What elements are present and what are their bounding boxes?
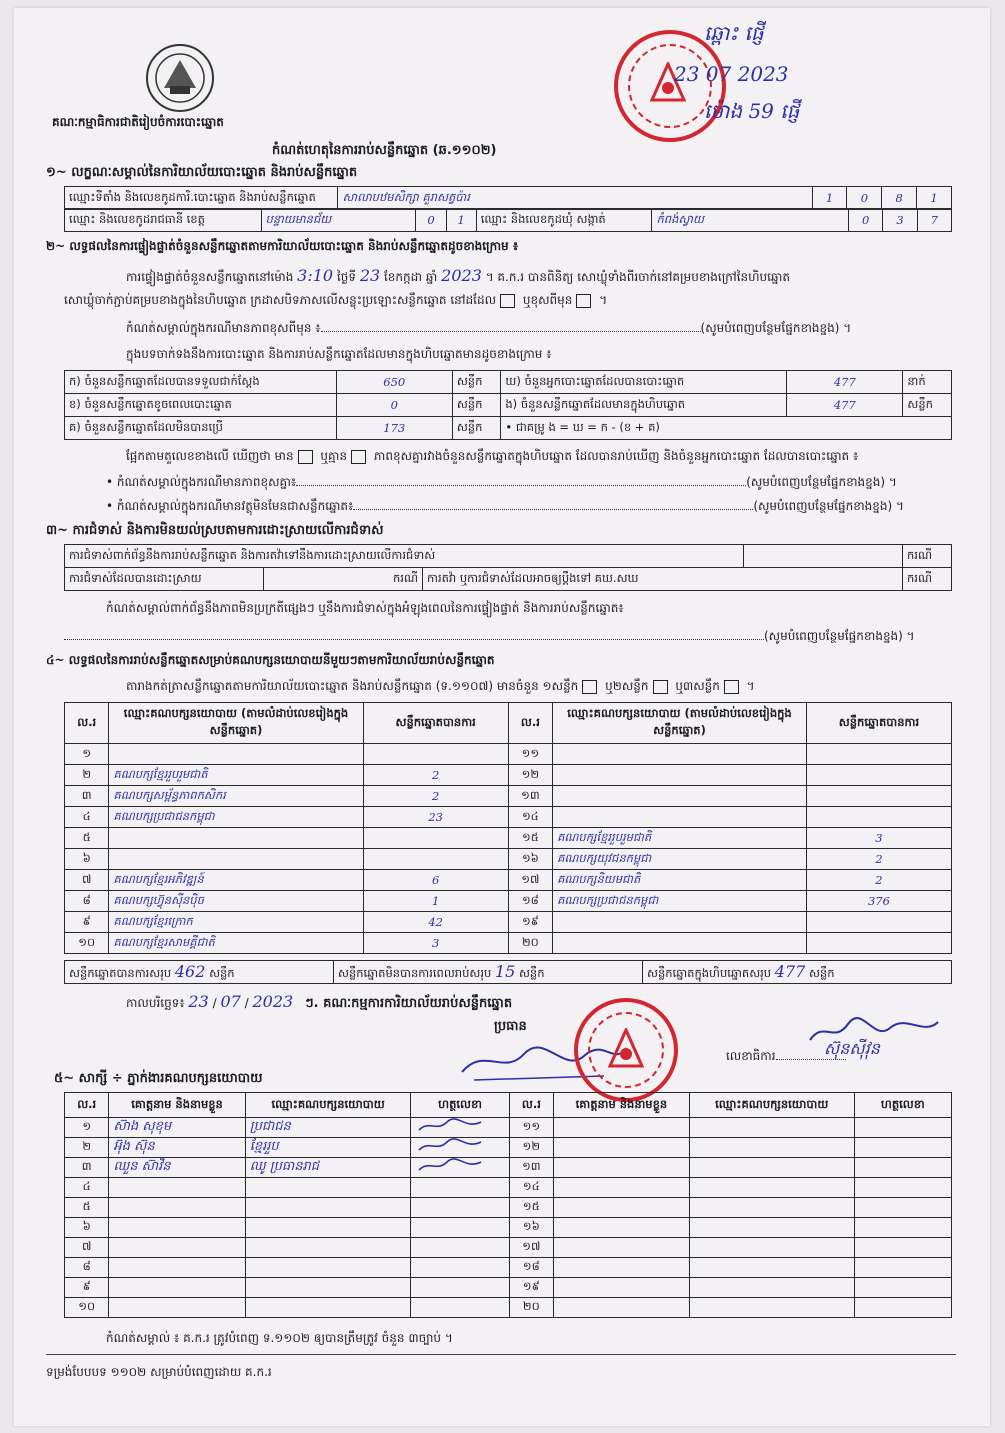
witness-name[interactable] xyxy=(554,1158,690,1178)
witness-party[interactable] xyxy=(689,1278,854,1298)
witness-party[interactable] xyxy=(689,1178,854,1198)
witness-name[interactable] xyxy=(554,1278,690,1298)
tally-sheet-line: តារាងកត់ត្រាសន្លឹកឆ្នោតតាមការិយាល័យបោះឆ្នោត និងរាប់សន្លឹកឆ្នោត (ទ.១១០៧) មានចំនួន ១សន្លឹក ឬ២សន្លឹក ឬ៣សន្លឹក ។ xyxy=(126,679,755,693)
party-votes[interactable] xyxy=(806,933,951,954)
witness-name[interactable] xyxy=(109,1198,245,1218)
witness-signature[interactable] xyxy=(854,1198,951,1218)
has-discrepancy-checkbox[interactable] xyxy=(298,450,313,464)
witness-signature[interactable] xyxy=(854,1258,951,1278)
resolved-complaints-count[interactable]: ករណី xyxy=(264,568,423,591)
witness-signature[interactable] xyxy=(411,1258,509,1278)
handwritten-time-top: ម៉ោង 59 ផ្ញើ xyxy=(704,99,800,123)
party-name[interactable] xyxy=(109,849,363,870)
col-party-header: ឈ្មោះគណបក្សនយោបាយ (តាមលំដាប់លេខរៀងក្នុងសន្លឹកឆ្នោត) xyxy=(553,703,807,744)
witness-signature[interactable] xyxy=(854,1238,951,1258)
col-party-header: ឈ្មោះគណបក្សនយោបាយ xyxy=(689,1093,854,1118)
date-day[interactable]: 23 xyxy=(188,992,209,1011)
commune-label: ឈ្មោះ និងលេខកូដឃុំ សង្កាត់ xyxy=(476,209,652,232)
date-year[interactable]: 2023 xyxy=(252,992,294,1011)
ballots-in-box-label: ង) ចំនួនសន្លឹកឆ្នោតដែលមានក្នុងហិបឆ្នោត xyxy=(501,394,787,417)
witness-party[interactable] xyxy=(689,1198,854,1218)
totals-table xyxy=(64,960,952,984)
row-number: ៨ xyxy=(65,891,109,912)
date-line: កាលបរិច្ឆេទ៖ 23 / 07 / 2023 ៗ. គណៈកម្មការការិយាល័យរាប់សន្លឹកឆ្នោត xyxy=(126,992,513,1011)
verification-time[interactable]: 3:10 xyxy=(297,266,334,285)
verification-day[interactable]: 23 xyxy=(359,266,381,285)
ballot-count-table: ក) ចំនួនសន្លឹកឆ្នោតដែលបានទទួលជាក់ស្ដែង 650 សន្លឹក ឃ) ចំនួនអ្នកបោះឆ្នោតដែលបានបោះឆ្នោត 477 នាក់ ខ) ចំនួនសន្លឹកឆ្នោតខូចពេលបោះឆ្នោត 0 សន្លឹក ង) ចំនួនសន្លឹកឆ្នោតដែលមានក្នុងហិបឆ្នោត 477 សន្លឹក គ) ចំនួនសន្លឹកឆ្នោតដែលមិនបានប្រើ 173 សន្លឹក • ជាគម្រូ ង = ឃ = ក - (ខ + គ) xyxy=(64,370,952,440)
signature-icon xyxy=(415,1158,485,1174)
commune-code-digit[interactable]: 7 xyxy=(917,209,951,232)
table-row xyxy=(65,1198,952,1218)
secretary-line: លេខាធិការ xyxy=(726,1048,846,1066)
row-number: ៥ xyxy=(65,828,109,849)
row-number: ៥ xyxy=(65,1198,109,1218)
handwritten-note-top: ឆ្ពោះ ផ្ញើ xyxy=(704,21,764,45)
party-votes[interactable] xyxy=(363,849,508,870)
row-number: ១ xyxy=(65,744,109,765)
table-row xyxy=(65,1178,952,1198)
col-sign-header: ហត្ថលេខា xyxy=(854,1093,951,1118)
row-number: ៤ xyxy=(65,1178,109,1198)
witness-party[interactable] xyxy=(245,1198,411,1218)
difference-note-line: កំណត់សម្គាល់ក្នុងករណីមានភាពខុសពីមុន ៖ (សូមបំពេញបន្ថែមផ្នែកខាងខ្នង) ។ xyxy=(126,321,852,335)
party-name[interactable] xyxy=(553,933,807,954)
resolved-complaints-label: ការជំទាស់ដែលបានដោះស្រាយ xyxy=(65,568,264,591)
section3-title: ៣~ ការជំទាស់ និងការមិនយល់ស្របតាមការដោះស្រាយលើការជំទាស់ xyxy=(46,523,384,538)
party-name[interactable] xyxy=(553,912,807,933)
party-name[interactable]: គណបក្សយុវជនកម្ពុជា xyxy=(553,849,807,870)
unused-ballots-label: គ) ចំនួនសន្លឹកឆ្នោតដែលមិនបានប្រើ xyxy=(65,417,337,440)
table-row xyxy=(65,1258,952,1278)
voters-voted-label: ឃ) ចំនួនអ្នកបោះឆ្នោតដែលបានបោះឆ្នោត xyxy=(501,371,787,394)
total-in-box-value[interactable]: 477 xyxy=(774,961,806,981)
witness-name[interactable] xyxy=(554,1138,690,1158)
col-name-header: គោត្តនាម និងនាមខ្លួន xyxy=(109,1093,245,1118)
row-number: ១៩ xyxy=(508,912,552,933)
col-no-header: ល.រ xyxy=(65,1093,109,1118)
table-row xyxy=(65,744,952,765)
party-name[interactable] xyxy=(553,807,807,828)
table-row xyxy=(65,1158,952,1178)
party-votes[interactable]: 6 xyxy=(363,870,508,891)
signature-icon xyxy=(415,1118,485,1134)
witness-signature[interactable] xyxy=(854,1278,951,1298)
witness-party[interactable]: ឈូ ប្រធានរាជ xyxy=(245,1158,411,1178)
row-number: ១៣ xyxy=(509,1158,553,1178)
table-row xyxy=(65,1118,952,1138)
official-seal-bottom xyxy=(574,998,678,1102)
irregularities-dots: (សូមបំពេញបន្ថែមផ្នែកខាងខ្នង) ។ xyxy=(64,628,915,646)
party-name[interactable]: គណបក្សខ្មែរអភិវឌ្ឍន៍ xyxy=(109,870,363,891)
verification-line: ការផ្ទៀងផ្ទាត់ចំនួនសន្លឹកឆ្នោតនៅម៉ោង 3:10 ថ្ងៃទី 23 ខែកក្កដា ឆ្នាំ 2023 ។ គ.ក.រ បានពិនិត្យ សោឃ្លុំទាំងពីរចាក់នៅគម្របខាងក្រៅនៃហិបឆ្នោត xyxy=(126,266,791,285)
table-row xyxy=(65,912,952,933)
row-number: ១៣ xyxy=(508,786,552,807)
complaints-label: ការជំទាស់ពាក់ព័ន្ធនឹងការរាប់សន្លឹកឆ្នោត និងការតវ៉ាទៅនឹងការដោះស្រាយលើការជំទាស់ xyxy=(65,545,744,568)
party-name[interactable] xyxy=(553,765,807,786)
date-month[interactable]: 07 xyxy=(220,992,241,1011)
witness-note: កំណត់សម្គាល់ ៖ គ.ក.រ ត្រូវបំពេញ ទ.១១០២ ឲ្យបានត្រឹមត្រូវ ចំនួន ៣ច្បាប់ ។ xyxy=(106,1331,453,1345)
row-number: ៣ xyxy=(65,786,109,807)
party-votes[interactable] xyxy=(806,807,951,828)
row-number: ១១ xyxy=(509,1118,553,1138)
col-party-header: ឈ្មោះគណបក្សនយោបាយ xyxy=(245,1093,411,1118)
table-row xyxy=(65,828,952,849)
row-number: ១៤ xyxy=(509,1178,553,1198)
witness-name[interactable] xyxy=(109,1278,245,1298)
total-valid: សន្លឹកឆ្នោតបានការសរុប 462 សន្លឹក xyxy=(65,961,334,984)
table-row xyxy=(65,1138,952,1158)
province-code-digit[interactable]: 1 xyxy=(446,209,476,232)
row-number: ១ xyxy=(65,1118,109,1138)
party-votes[interactable]: 2 xyxy=(806,849,951,870)
unused-ballots-value[interactable]: 173 xyxy=(336,417,452,440)
party-name[interactable]: គណបក្សប្រជាជនកម្ពុជា xyxy=(553,891,807,912)
witness-party[interactable] xyxy=(689,1158,854,1178)
table-row xyxy=(65,849,952,870)
voters-voted-value[interactable]: 477 xyxy=(787,371,903,394)
party-votes[interactable]: 42 xyxy=(363,912,508,933)
col-sign-header: ហត្ថលេខា xyxy=(411,1093,509,1118)
party-votes[interactable]: 2 xyxy=(806,870,951,891)
col-no-header: ល.រ xyxy=(509,1093,553,1118)
location-value[interactable]: សាលាបឋមសិក្សា គួរាសត្វប៉ារ xyxy=(338,187,812,210)
commune-code-digit[interactable]: 0 xyxy=(849,209,883,232)
col-name-header: គោត្តនាម និងនាមខ្លួន xyxy=(554,1093,690,1118)
party-votes[interactable]: 23 xyxy=(363,807,508,828)
party-votes[interactable]: 1 xyxy=(363,891,508,912)
witness-signature[interactable] xyxy=(854,1298,951,1318)
province-code-digit[interactable]: 0 xyxy=(416,209,446,232)
witness-name[interactable] xyxy=(109,1238,245,1258)
no-discrepancy-checkbox[interactable] xyxy=(351,450,366,464)
location-label: ឈ្មោះទីតាំង និងលេខកូដការិ.បោះឆ្នោត និងរាប់សន្លឹកឆ្នោត xyxy=(65,187,338,210)
witness-name[interactable]: ស៊ាង សុខុម xyxy=(109,1118,245,1138)
witness-signature[interactable] xyxy=(411,1138,509,1158)
witness-name[interactable] xyxy=(554,1298,690,1318)
discrepancy-line: ផ្អែកតាមតួលេខខាងលើ ឃើញថា មាន ឬគ្មាន ភាពខុសគ្នារវាងចំនួនសន្លឹកឆ្នោតក្នុងហិបឆ្នោត ដែលបានរាប់ឃើញ និងចំនួនអ្នកបោះឆ្នោត ដែលបានបោះឆ្នោត ៖ xyxy=(126,449,859,463)
row-number: ៧ xyxy=(65,870,109,891)
row-number: ៣ xyxy=(65,1158,109,1178)
location-code-digit[interactable]: 1 xyxy=(917,187,952,210)
witness-table xyxy=(64,1092,952,1318)
party-name[interactable] xyxy=(109,744,363,765)
row-number: ១៧ xyxy=(509,1238,553,1258)
table-row xyxy=(65,1218,952,1238)
party-votes[interactable] xyxy=(806,912,951,933)
table-row xyxy=(65,891,952,912)
same-checkbox[interactable] xyxy=(500,294,515,308)
appeals-label: ការតវ៉ា ឬការជំទាស់ដែលអាចឲ្យប្ដឹងទៅ គឃ.សឃ xyxy=(423,568,903,591)
location-code-digit[interactable]: 1 xyxy=(812,187,847,210)
party-votes[interactable] xyxy=(363,828,508,849)
received-ballots-label: ក) ចំនួនសន្លឹកឆ្នោតដែលបានទទួលជាក់ស្ដែង xyxy=(65,371,337,394)
row-number: ១០ xyxy=(65,933,109,954)
table-row xyxy=(65,933,952,954)
witness-name[interactable]: ឈួន ស៊ាវិន xyxy=(109,1158,245,1178)
handwritten-date-top: 23 07 2023 xyxy=(674,62,789,86)
witness-party[interactable]: ប្រជាជន xyxy=(245,1118,411,1138)
party-votes[interactable]: 3 xyxy=(806,828,951,849)
commune-code-digit[interactable]: 3 xyxy=(883,209,917,232)
witness-party[interactable] xyxy=(245,1238,411,1258)
witness-signature[interactable] xyxy=(411,1178,509,1198)
row-number: ១៩ xyxy=(509,1278,553,1298)
table-row xyxy=(65,1238,952,1258)
table-row xyxy=(65,807,952,828)
section5-title: ៥~ សាក្សី ÷ ភ្នាក់ងារគណបក្សនយោបាយ xyxy=(54,1071,263,1086)
row-number: ២ xyxy=(65,1138,109,1158)
row-number: ៤ xyxy=(65,807,109,828)
witness-signature[interactable] xyxy=(411,1218,509,1238)
total-in-box: សន្លឹកឆ្នោតក្នុងហិបឆ្នោតសរុប 477 សន្លឹក xyxy=(643,961,952,984)
row-number: ១០ xyxy=(65,1298,109,1318)
row-number: ៩ xyxy=(65,912,109,933)
footer-divider xyxy=(46,1354,956,1355)
nec-emblem-icon xyxy=(144,42,216,114)
party-name[interactable]: គណបក្សខ្មែររួបរួមជាតិ xyxy=(109,765,363,786)
witness-name[interactable] xyxy=(554,1178,690,1198)
row-number: ២ xyxy=(65,765,109,786)
witness-name[interactable] xyxy=(554,1238,690,1258)
witness-party[interactable] xyxy=(245,1218,411,1238)
witness-signature[interactable] xyxy=(411,1118,509,1138)
witness-name[interactable] xyxy=(109,1218,245,1238)
discrepancy-note: • កំណត់សម្គាល់ក្នុងករណីមានភាពខុសគ្នា៖ (សូមបំពេញបន្ថែមផ្នែកខាងខ្នង) ។ xyxy=(106,475,897,489)
witness-party[interactable] xyxy=(245,1298,411,1318)
col-party-header: ឈ្មោះគណបក្សនយោបាយ (តាមលំដាប់លេខរៀងក្នុងសន្លឹកឆ្នោត) xyxy=(109,703,363,744)
witness-signature[interactable] xyxy=(854,1178,951,1198)
spoiled-ballots-value[interactable]: 0 xyxy=(336,394,452,417)
row-number: ១៥ xyxy=(509,1198,553,1218)
witness-party[interactable] xyxy=(245,1278,411,1298)
witness-party[interactable] xyxy=(245,1258,411,1278)
witness-signature[interactable] xyxy=(411,1238,509,1258)
col-votes-header: សន្លឹកឆ្នោតបានការ xyxy=(363,703,508,744)
irregularities-note: កំណត់សម្គាល់ពាក់ព័ន្ធនឹងភាពមិនប្រក្រតីផ្សេងៗ ឬនឹងការជំទាស់ក្នុងអំឡុងពេលនៃការផ្ទៀងផ្ទាត់ និងការរាប់សន្លឹកឆ្នោត៖ xyxy=(106,601,624,615)
seal-check-line: សោឃ្លុំចាក់ភ្ជាប់គម្របខាងក្នុងនៃហិបឆ្នោត ក្រដាសបិទភាសលើសន្លុះប្រឡោះសន្លឹកឆ្នោត នៅដដែល ឬខុសពីមុន ។ xyxy=(64,293,608,307)
party-name[interactable]: គណបក្សខ្មែររួបរួមជាតិ xyxy=(553,828,807,849)
row-number: ១២ xyxy=(509,1138,553,1158)
witness-name[interactable]: អ៊ុង ស៊ុន xyxy=(109,1138,245,1158)
witness-party[interactable] xyxy=(689,1138,854,1158)
table-row xyxy=(65,786,952,807)
witness-signature[interactable] xyxy=(411,1278,509,1298)
location-code-digit[interactable]: 8 xyxy=(882,187,917,210)
signature-icon xyxy=(415,1138,485,1154)
witness-signature[interactable] xyxy=(411,1158,509,1178)
row-number: ១៨ xyxy=(509,1258,553,1278)
party-name[interactable] xyxy=(553,786,807,807)
party-name[interactable]: គណបក្សហ៊្វុនស៊ីនប៉ិច xyxy=(109,891,363,912)
party-name[interactable]: គណបក្សប្រជាជនកម្ពុជា xyxy=(109,807,363,828)
section4-title: ៤~ លទ្ធផលនៃការរាប់សន្លឹកឆ្នោតសម្រាប់គណបក្សនយោបាយនីមួយៗតាមការិយាល័យរាប់សន្លឹកឆ្នោត xyxy=(46,653,495,667)
section1-table xyxy=(64,186,952,210)
secretary-name: ស៊ុនស៊ីវុន xyxy=(824,1039,880,1058)
party-votes[interactable] xyxy=(806,744,951,765)
row-number: ៩ xyxy=(65,1278,109,1298)
ballot-info-line: ក្នុងបទចាក់ទងនឹងការបោះឆ្នោត និងការរាប់សន្លឹកឆ្នោតដែលមានក្នុងហិបឆ្នោតមានដូចខាងក្រោម ៖ xyxy=(126,347,552,361)
table-row xyxy=(65,1278,952,1298)
row-number: ១៦ xyxy=(508,849,552,870)
witness-name[interactable] xyxy=(554,1118,690,1138)
different-checkbox[interactable] xyxy=(576,294,591,308)
row-number: ១៦ xyxy=(509,1218,553,1238)
party-name[interactable]: គណបក្សខ្មែរសាមគ្គីជាតិ xyxy=(109,933,363,954)
spoiled-ballots-label: ខ) ចំនួនសន្លឹកឆ្នោតខូចពេលបោះឆ្នោត xyxy=(65,394,337,417)
non-ballot-note: • កំណត់សម្គាល់ក្នុងករណីមានវត្ថុមិនមែនជាសន្លឹកឆ្នោត៖ (សូមបំពេញបន្ថែមផ្នែកខាងខ្នង) ។ xyxy=(106,499,904,513)
org-name: គណៈកម្មាធិការជាតិរៀបចំការបោះឆ្នោត xyxy=(52,115,224,129)
formula-note: • ជាគម្រូ ង = ឃ = ក - (ខ + គ) xyxy=(501,417,952,440)
one-sheet-checkbox[interactable] xyxy=(582,680,597,694)
party-votes[interactable] xyxy=(806,765,951,786)
row-number: ៦ xyxy=(65,1218,109,1238)
table-row xyxy=(65,765,952,786)
committee-label: ៗ. គណៈកម្មការការិយាល័យរាប់សន្លឹកឆ្នោត xyxy=(305,996,513,1011)
total-invalid: សន្លឹកឆ្នោតមិនបានការពេលរាប់សរុប 15 សន្លឹក xyxy=(334,961,643,984)
witness-name[interactable] xyxy=(554,1198,690,1218)
total-valid-value[interactable]: 462 xyxy=(174,961,206,981)
two-sheets-checkbox[interactable] xyxy=(653,680,668,694)
table-row xyxy=(65,1298,952,1318)
witness-party[interactable] xyxy=(689,1238,854,1258)
row-number: ២០ xyxy=(509,1298,553,1318)
section1-table-row2 xyxy=(64,208,952,232)
witness-party[interactable] xyxy=(689,1118,854,1138)
row-number: ១២ xyxy=(508,765,552,786)
row-number: ២០ xyxy=(508,933,552,954)
witness-signature[interactable] xyxy=(854,1158,951,1178)
complaints-table: ការជំទាស់ពាក់ព័ន្ធនឹងការរាប់សន្លឹកឆ្នោត និងការតវ៉ាទៅនឹងការដោះស្រាយលើការជំទាស់ ករណី ការជំទាស់ដែលបានដោះស្រាយ ករណី ការតវ៉ា ឬការជំទាស់ដែលអាចឲ្យប្ដឹងទៅ គឃ.សឃ ករណី xyxy=(64,544,952,591)
witness-name[interactable] xyxy=(109,1298,245,1318)
location-code-digit[interactable]: 0 xyxy=(847,187,882,210)
party-votes[interactable]: 3 xyxy=(363,933,508,954)
footer-text: ទម្រង់បែបបទ ១១០២ សម្រាប់បំពេញដោយ គ.ក.រ xyxy=(46,1365,272,1379)
party-name[interactable] xyxy=(109,828,363,849)
three-sheets-checkbox[interactable] xyxy=(724,680,739,694)
party-name[interactable]: គណបក្សខ្មែរក្រោក xyxy=(109,912,363,933)
party-votes[interactable] xyxy=(806,786,951,807)
section2-title: ២~ លទ្ធផលនៃការផ្ទៀងផ្ទាត់ចំនួនសន្លឹកឆ្នោតតាមការិយាល័យបោះឆ្នោត និងរាប់សន្លឹកឆ្នោតដូចខាងក្រោម ៖ xyxy=(46,239,519,253)
col-no-header: ល.រ xyxy=(508,703,552,744)
complaints-count[interactable] xyxy=(744,545,903,568)
row-number: ១៤ xyxy=(508,807,552,828)
witness-party[interactable]: ខ្មែររួប xyxy=(245,1138,411,1158)
witness-name[interactable] xyxy=(554,1258,690,1278)
witness-signature[interactable] xyxy=(854,1118,951,1138)
row-number: ១៥ xyxy=(508,828,552,849)
province-label: ឈ្មោះ និងលេខកូដរាជធានី ខេត្ត xyxy=(65,209,262,232)
witness-name[interactable] xyxy=(109,1258,245,1278)
party-name[interactable] xyxy=(553,744,807,765)
witness-name[interactable] xyxy=(554,1218,690,1238)
party-name[interactable]: គណបក្សនិយមជាតិ xyxy=(553,870,807,891)
row-number: ៦ xyxy=(65,849,109,870)
witness-signature[interactable] xyxy=(854,1218,951,1238)
col-votes-header: សន្លឹកឆ្នោតបានការ xyxy=(806,703,951,744)
witness-party[interactable] xyxy=(689,1258,854,1278)
party-votes[interactable]: 2 xyxy=(363,765,508,786)
row-number: ១៨ xyxy=(508,891,552,912)
total-invalid-value[interactable]: 15 xyxy=(494,961,516,981)
row-number: ៨ xyxy=(65,1258,109,1278)
form-sheet xyxy=(14,8,990,1426)
province-value[interactable]: បន្ទាយមានជ័យ xyxy=(261,209,416,232)
witness-name[interactable] xyxy=(109,1178,245,1198)
chair-label: ប្រធាន xyxy=(494,1019,527,1034)
witness-party[interactable] xyxy=(245,1178,411,1198)
party-votes[interactable] xyxy=(363,744,508,765)
witness-party[interactable] xyxy=(689,1298,854,1318)
witness-party[interactable] xyxy=(689,1218,854,1238)
received-ballots-value[interactable]: 650 xyxy=(336,371,452,394)
row-number: ១១ xyxy=(508,744,552,765)
witness-signature[interactable] xyxy=(854,1138,951,1158)
party-votes[interactable]: 376 xyxy=(806,891,951,912)
section1-title: ១~ លក្ខណៈសម្គាល់នៃការិយាល័យបោះឆ្នោត និងរាប់សន្លឹកឆ្នោត xyxy=(46,165,358,180)
party-name[interactable]: គណបក្សសម្ព័ន្ធភាពកសិករ xyxy=(109,786,363,807)
party-results-table xyxy=(64,702,952,954)
row-number: ១៧ xyxy=(508,870,552,891)
party-votes[interactable]: 2 xyxy=(363,786,508,807)
witness-signature[interactable] xyxy=(411,1298,509,1318)
table-row xyxy=(65,870,952,891)
ballots-in-box-value[interactable]: 477 xyxy=(787,394,903,417)
col-no-header: ល.រ xyxy=(65,703,109,744)
witness-signature[interactable] xyxy=(411,1198,509,1218)
row-number: ៧ xyxy=(65,1238,109,1258)
verification-year[interactable]: 2023 xyxy=(441,266,482,285)
form-title: កំណត់ហេតុនៃការរាប់សន្លឹកឆ្នោត (ឆ.១១០២) xyxy=(272,143,497,158)
commune-value[interactable]: កំពង់ស្វាយ xyxy=(652,209,849,232)
